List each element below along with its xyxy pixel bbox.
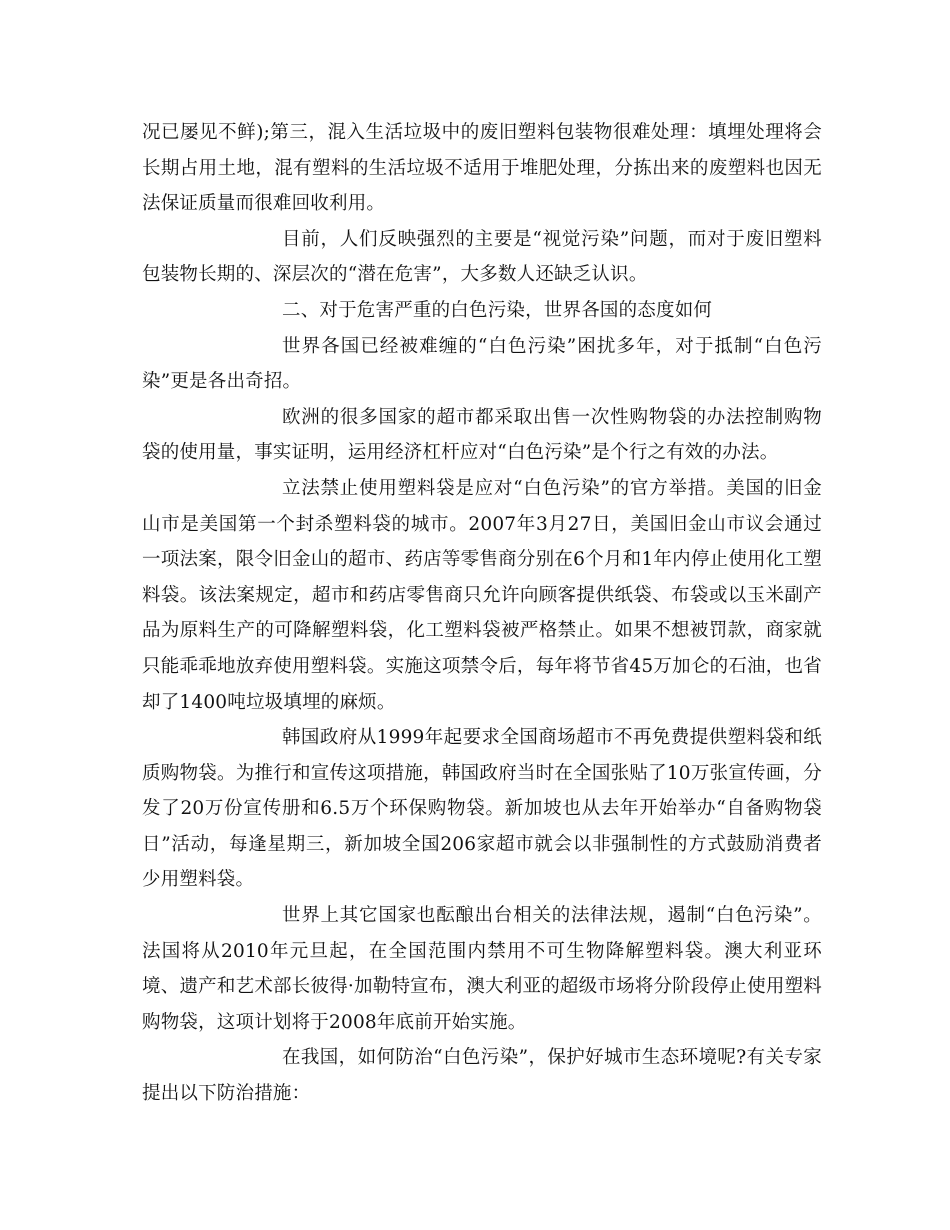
paragraph: 欧洲的很多国家的超市都采取出售一次性购物袋的办法控制购物袋的使用量，事实证明，运用经济杠杆应对“白色污染”是个行之有效的办法。 — [142, 406, 822, 464]
paragraph: 世界各国已经被难缠的“白色污染”困扰多年，对于抵制“白色污染”更是各出奇招。 — [142, 335, 822, 393]
paragraph: 世界上其它国家也酝酿出台相关的法律法规，遏制“白色污染”。法国将从2010年元旦起，在全国范围内禁用不可生物降解塑料袋。澳大利亚环境、遗产和艺术部长彼得·加勒特宣布，澳大利亚的超级市场将分阶段停止使用塑料购物袋，这项计划将于2008年底前开始实施。 — [142, 905, 822, 1033]
paragraph: 况已屡见不鲜);第三，混入生活垃圾中的废旧塑料包装物很难处理：填埋处理将会长期占用土地，混有塑料的生活垃圾不适用于堆肥处理，分拣出来的废塑料也因无法保证质量而很难回收利用。 — [142, 122, 822, 215]
paragraph: 韩国政府从1999年起要求全国商场超市不再免费提供塑料袋和纸质购物袋。为推行和宣传这项措施，韩国政府当时在全国张贴了10万张宣传画，分发了20万份宣传册和6.5万个环保购物袋。新加坡也从去年开始举办“自备购物袋日”活动，每逢星期三，新加坡全国206家超市就会以非强制性的方式鼓励消费者少用塑料袋。 — [142, 727, 822, 891]
paragraph: 立法禁止使用塑料袋是应对“白色污染”的官方举措。美国的旧金山市是美国第一个封杀塑料袋的城市。2007年3月27日，美国旧金山市议会通过一项法案，限令旧金山的超市、药店等零售商分别在6个月和1年内停止使用化工塑料袋。该法案规定，超市和药店零售商只允许向顾客提供纸袋、布袋或以玉米副产品为原料生产的可降解塑料袋，化工塑料袋被严格禁止。如果不想被罚款，商家就只能乖乖地放弃使用塑料袋。实施这项禁令后，每年将节省45万加仑的石油，也省却了1400吨垃圾填埋的麻烦。 — [142, 477, 822, 713]
paragraph: 目前，人们反映强烈的主要是“视觉污染”问题，而对于废旧塑料包装物长期的、深层次的“潜在危害”，大多数人还缺乏认识。 — [142, 228, 822, 286]
section-heading: 二、对于危害严重的白色污染，世界各国的态度如何 — [282, 299, 713, 321]
paragraph: 在我国，如何防治“白色污染”，保护好城市生态环境呢?有关专家提出以下防治措施： — [142, 1047, 822, 1105]
